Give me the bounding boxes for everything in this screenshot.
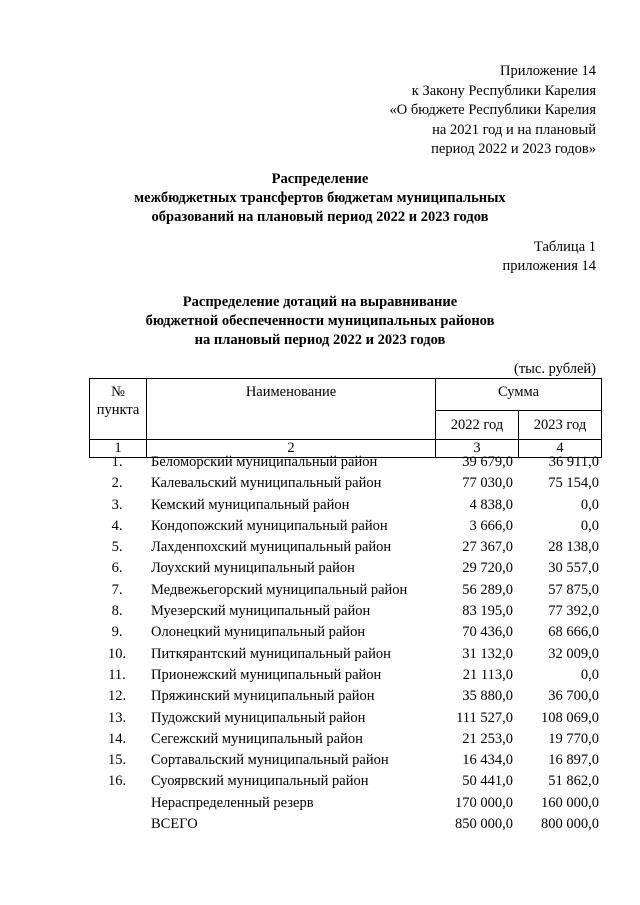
row-number xyxy=(89,793,145,814)
table-row xyxy=(89,558,602,579)
value-2023: 160 000,0 xyxy=(541,794,599,811)
row-number: 14. xyxy=(107,730,127,747)
value-2023: 32 009,0 xyxy=(548,645,599,662)
value-2023: 0,0 xyxy=(580,496,599,513)
title-line: Распределение xyxy=(271,171,369,187)
value-2023: 30 557,0 xyxy=(548,560,599,577)
row-number xyxy=(89,814,145,835)
table-reference xyxy=(503,238,596,276)
row-number: 8. xyxy=(111,603,123,620)
row-number: 1. xyxy=(111,454,123,470)
table-row xyxy=(89,814,602,835)
table-row xyxy=(89,771,602,792)
district-name: Лоухский муниципальный район xyxy=(151,560,355,577)
value-2023: 19 770,0 xyxy=(548,730,599,747)
table-ref-line: Таблица 1 xyxy=(533,239,596,255)
document-title xyxy=(0,170,640,227)
row-number: 10. xyxy=(107,645,127,662)
appendix-line: «О бюджете Республики Карелия xyxy=(389,102,596,118)
value-2022: 35 880,0 xyxy=(462,688,513,705)
value-2023: 16 897,0 xyxy=(548,752,599,769)
appendix-line: период 2022 и 2023 годов» xyxy=(431,141,596,157)
district-name: Пудожский муниципальный район xyxy=(151,709,366,726)
table-row xyxy=(89,537,602,558)
value-2022: 3 666,0 xyxy=(469,517,513,534)
district-name: Кондопожский муниципальный район xyxy=(151,517,388,534)
appendix-reference xyxy=(390,62,597,160)
header-year-2023: 2023 год xyxy=(519,411,602,440)
value-2023: 68 666,0 xyxy=(548,624,599,641)
row-number: 3. xyxy=(111,496,123,513)
table-row xyxy=(89,495,602,516)
value-2022: 83 195,0 xyxy=(462,603,513,620)
table-row xyxy=(89,750,602,771)
district-name: Беломорский муниципальный район xyxy=(151,454,378,470)
header-year-2022: 2022 год xyxy=(436,411,519,440)
value-2023: 0,0 xyxy=(580,517,599,534)
row-number: 9. xyxy=(111,624,123,641)
table-body xyxy=(89,452,602,835)
value-2022: 16 434,0 xyxy=(462,752,513,769)
district-name: Сегежский муниципальный район xyxy=(151,730,363,747)
table-row xyxy=(89,729,602,750)
value-2023: 57 875,0 xyxy=(548,581,599,598)
district-name: Нераспределенный резерв xyxy=(151,794,314,811)
value-2022: 39 679,0 xyxy=(462,454,513,470)
table-row xyxy=(89,665,602,686)
row-number: 6. xyxy=(111,560,123,577)
row-number: 2. xyxy=(111,475,123,492)
table-row xyxy=(89,473,602,494)
value-2022: 170 000,0 xyxy=(455,794,513,811)
table-row xyxy=(89,708,602,729)
column-index: 1 xyxy=(90,440,147,458)
district-name: Калевальский муниципальный район xyxy=(151,475,382,492)
row-number: 5. xyxy=(111,539,123,556)
column-index: 4 xyxy=(519,440,602,458)
row-number: 7. xyxy=(111,581,123,598)
district-name: Олонецкий муниципальный район xyxy=(151,624,366,641)
table-row xyxy=(89,601,602,622)
table-row xyxy=(89,516,602,537)
value-2023: 800 000,0 xyxy=(541,816,599,833)
title-line: межбюджетных трансфертов бюджетам муниципальных xyxy=(134,190,506,206)
header-number: № пункта xyxy=(90,379,147,440)
district-name: Прионежский муниципальный район xyxy=(151,666,382,683)
district-name: Пряжинский муниципальный район xyxy=(151,688,375,705)
appendix-line: к Закону Республики Карелия xyxy=(411,82,596,99)
value-2022: 850 000,0 xyxy=(455,816,513,833)
value-2022: 56 289,0 xyxy=(462,581,513,598)
value-2023: 0,0 xyxy=(580,666,599,683)
value-2022: 21 253,0 xyxy=(462,730,513,747)
value-2023: 75 154,0 xyxy=(548,475,599,492)
value-2023: 51 862,0 xyxy=(548,773,599,790)
table-title xyxy=(0,293,640,350)
value-2022: 70 436,0 xyxy=(462,624,513,641)
subtitle-line: бюджетной обеспеченности муниципальных районов xyxy=(145,313,495,329)
value-2022: 29 720,0 xyxy=(462,560,513,577)
subtitle-line: на плановый период 2022 и 2023 годов xyxy=(194,332,446,348)
value-2022: 4 838,0 xyxy=(469,496,513,513)
district-name: Суоярвский муниципальный район xyxy=(151,773,369,790)
district-name: Питкярантский муниципальный район xyxy=(151,645,391,662)
table-row xyxy=(89,580,602,601)
value-2022: 50 441,0 xyxy=(462,773,513,790)
row-number: 11. xyxy=(108,666,126,683)
table-row xyxy=(89,793,602,814)
value-2022: 77 030,0 xyxy=(462,475,513,492)
district-name: Лахденпохский муниципальный район xyxy=(151,539,392,556)
table-row xyxy=(89,644,602,665)
value-2023: 108 069,0 xyxy=(541,709,599,726)
table-ref-line: приложения 14 xyxy=(502,258,596,274)
value-2023: 28 138,0 xyxy=(548,539,599,556)
table-row xyxy=(89,452,602,473)
header-name: Наименование xyxy=(147,379,436,440)
column-index: 2 xyxy=(147,440,436,458)
subtitle-line: Распределение дотаций на выравнивание xyxy=(182,294,458,310)
row-number: 16. xyxy=(107,773,127,790)
row-number: 13. xyxy=(107,709,127,726)
value-2022: 31 132,0 xyxy=(462,645,513,662)
value-2022: 27 367,0 xyxy=(462,539,513,556)
units-label: (тыс. рублей) xyxy=(514,361,596,377)
column-index: 3 xyxy=(436,440,519,458)
district-name: Муезерский муниципальный район xyxy=(151,603,371,620)
value-2022: 21 113,0 xyxy=(462,666,513,683)
row-number: 4. xyxy=(111,517,123,534)
value-2022: 111 527,0 xyxy=(456,709,513,726)
header-sum: Сумма xyxy=(436,379,602,411)
row-number: 15. xyxy=(107,752,127,769)
appendix-line: на 2021 год и на плановый xyxy=(432,121,596,138)
district-name: ВСЕГО xyxy=(151,816,198,833)
value-2023: 36 700,0 xyxy=(548,688,599,705)
value-2023: 36 911,0 xyxy=(548,454,599,470)
title-line: образований на плановый период 2022 и 2023 годов xyxy=(151,209,489,225)
table-row xyxy=(89,622,602,643)
table-header xyxy=(89,378,602,458)
district-name: Медвежьегорский муниципальный район xyxy=(151,581,408,598)
district-name: Кемский муниципальный район xyxy=(151,496,350,513)
row-number: 12. xyxy=(107,688,127,705)
district-name: Сортавальский муниципальный район xyxy=(151,752,389,769)
value-2023: 77 392,0 xyxy=(548,603,599,620)
appendix-line: Приложение 14 xyxy=(500,63,596,79)
table-row xyxy=(89,686,602,707)
